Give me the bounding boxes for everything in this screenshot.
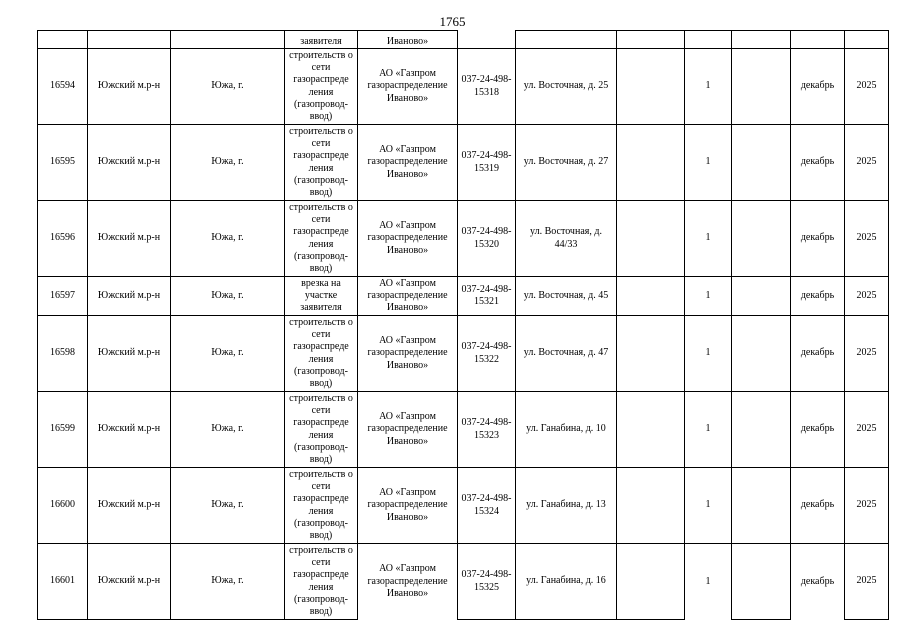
cell-empty-1 xyxy=(617,544,685,620)
cell-locality: Южа, г. xyxy=(171,544,285,620)
cell-month: декабрь xyxy=(791,468,845,544)
cell-num xyxy=(38,31,88,49)
cell-empty-2 xyxy=(732,125,791,201)
cell-count: 1 xyxy=(685,468,732,544)
cell-empty-2 xyxy=(732,316,791,392)
cell-desc: строительств о сети газораспреде ления (газопровод-ввод) xyxy=(285,468,358,544)
cell-org: АО «Газпром газораспределение Иваново» xyxy=(358,544,458,620)
cell-empty-2 xyxy=(732,31,791,49)
cell-num: 16594 xyxy=(38,49,88,125)
cell-num: 16601 xyxy=(38,544,88,620)
cell-org: АО «Газпром газораспределение Иваново» xyxy=(358,125,458,201)
cell-empty-2 xyxy=(732,49,791,125)
cell-address: ул. Ганабина, д. 16 xyxy=(516,544,617,620)
cell-empty-1 xyxy=(617,392,685,468)
cell-year: 2025 xyxy=(845,201,889,277)
cell-address: ул. Восточная, д. 45 xyxy=(516,277,617,316)
table-row xyxy=(38,316,889,392)
cell-empty-2 xyxy=(732,468,791,544)
cell-code: 037-24-498-15321 xyxy=(458,277,516,316)
cell-org: Иваново» xyxy=(358,31,458,49)
cell-org: АО «Газпром газораспределение Иваново» xyxy=(358,49,458,125)
cell-org: АО «Газпром газораспределение Иваново» xyxy=(358,468,458,544)
table-body xyxy=(38,31,889,620)
cell-code: 037-24-498-15324 xyxy=(458,468,516,544)
cell-empty-2 xyxy=(732,544,791,620)
cell-empty-2 xyxy=(732,392,791,468)
table-row xyxy=(38,277,889,316)
cell-month: декабрь xyxy=(791,392,845,468)
cell-locality: Южа, г. xyxy=(171,277,285,316)
page-number: 1765 xyxy=(439,14,466,29)
cell-year: 2025 xyxy=(845,392,889,468)
cell-locality: Южа, г. xyxy=(171,316,285,392)
cell-code: 037-24-498-15320 xyxy=(458,201,516,277)
cell-org: АО «Газпром газораспределение Иваново» xyxy=(358,392,458,468)
cell-locality: Южа, г. xyxy=(171,392,285,468)
cell-month: декабрь xyxy=(791,277,845,316)
cell-desc: строительств о сети газораспреде ления (газопровод-ввод) xyxy=(285,544,358,620)
cell-year xyxy=(845,31,889,49)
cell-desc: строительств о сети газораспреде ления (газопровод-ввод) xyxy=(285,125,358,201)
cell-num: 16597 xyxy=(38,277,88,316)
cell-org: АО «Газпром газораспределение Иваново» xyxy=(358,277,458,316)
cell-count xyxy=(685,31,732,49)
cell-count: 1 xyxy=(685,544,732,620)
cell-address: ул. Ганабина, д. 10 xyxy=(516,392,617,468)
cell-district: Южский м.р-н xyxy=(88,277,171,316)
cell-address xyxy=(516,31,617,49)
cell-count: 1 xyxy=(685,201,732,277)
cell-num: 16600 xyxy=(38,468,88,544)
cell-address: ул. Восточная, д. 25 xyxy=(516,49,617,125)
cell-month: декабрь xyxy=(791,125,845,201)
cell-code: 037-24-498-15323 xyxy=(458,392,516,468)
cell-address: ул. Восточная, д. 44/33 xyxy=(516,201,617,277)
table-row xyxy=(38,201,889,277)
cell-district: Южский м.р-н xyxy=(88,392,171,468)
cell-desc: строительств о сети газораспреде ления (газопровод-ввод) xyxy=(285,316,358,392)
cell-empty-1 xyxy=(617,125,685,201)
cell-district: Южский м.р-н xyxy=(88,316,171,392)
cell-month: декабрь xyxy=(791,201,845,277)
cell-locality xyxy=(171,31,285,49)
cell-code: 037-24-498-15325 xyxy=(458,544,516,620)
gasification-table xyxy=(37,30,889,620)
cell-year: 2025 xyxy=(845,468,889,544)
cell-num: 16595 xyxy=(38,125,88,201)
cell-num: 16596 xyxy=(38,201,88,277)
cell-year: 2025 xyxy=(845,316,889,392)
table-row xyxy=(38,544,889,620)
cell-desc: врезка на участке заявителя xyxy=(285,277,358,316)
cell-empty-1 xyxy=(617,468,685,544)
cell-locality: Южа, г. xyxy=(171,201,285,277)
cell-desc: строительств о сети газораспреде ления (газопровод-ввод) xyxy=(285,392,358,468)
cell-year: 2025 xyxy=(845,125,889,201)
cell-code: 037-24-498-15318 xyxy=(458,49,516,125)
cell-address: ул. Восточная, д. 47 xyxy=(516,316,617,392)
cell-desc: заявителя xyxy=(285,31,358,49)
cell-org: АО «Газпром газораспределение Иваново» xyxy=(358,316,458,392)
cell-district: Южский м.р-н xyxy=(88,125,171,201)
cell-district: Южский м.р-н xyxy=(88,49,171,125)
cell-empty-2 xyxy=(732,277,791,316)
cell-code xyxy=(458,31,516,49)
cell-month: декабрь xyxy=(791,316,845,392)
cell-count: 1 xyxy=(685,49,732,125)
table-row xyxy=(38,49,889,125)
cell-month xyxy=(791,31,845,49)
table-row-partial xyxy=(38,31,889,49)
cell-address: ул. Ганабина, д. 13 xyxy=(516,468,617,544)
cell-district: Южский м.р-н xyxy=(88,201,171,277)
cell-count: 1 xyxy=(685,125,732,201)
cell-empty-1 xyxy=(617,49,685,125)
cell-year: 2025 xyxy=(845,49,889,125)
cell-address: ул. Восточная, д. 27 xyxy=(516,125,617,201)
cell-empty-1 xyxy=(617,201,685,277)
cell-month: декабрь xyxy=(791,544,845,620)
cell-org: АО «Газпром газораспределение Иваново» xyxy=(358,201,458,277)
cell-desc: строительств о сети газораспреде ления (газопровод-ввод) xyxy=(285,201,358,277)
cell-empty-2 xyxy=(732,201,791,277)
cell-count: 1 xyxy=(685,392,732,468)
cell-district: Южский м.р-н xyxy=(88,468,171,544)
cell-count: 1 xyxy=(685,316,732,392)
cell-locality: Южа, г. xyxy=(171,468,285,544)
cell-empty-1 xyxy=(617,31,685,49)
cell-locality: Южа, г. xyxy=(171,125,285,201)
cell-code: 037-24-498-15319 xyxy=(458,125,516,201)
cell-district: Южский м.р-н xyxy=(88,544,171,620)
cell-num: 16599 xyxy=(38,392,88,468)
cell-count: 1 xyxy=(685,277,732,316)
cell-empty-1 xyxy=(617,316,685,392)
table-row xyxy=(38,468,889,544)
cell-empty-1 xyxy=(617,277,685,316)
cell-district xyxy=(88,31,171,49)
table-row xyxy=(38,392,889,468)
cell-code: 037-24-498-15322 xyxy=(458,316,516,392)
table-row xyxy=(38,125,889,201)
cell-year: 2025 xyxy=(845,277,889,316)
cell-locality: Южа, г. xyxy=(171,49,285,125)
cell-num: 16598 xyxy=(38,316,88,392)
cell-month: декабрь xyxy=(791,49,845,125)
cell-year: 2025 xyxy=(845,544,889,620)
cell-desc: строительств о сети газораспреде ления (газопровод-ввод) xyxy=(285,49,358,125)
